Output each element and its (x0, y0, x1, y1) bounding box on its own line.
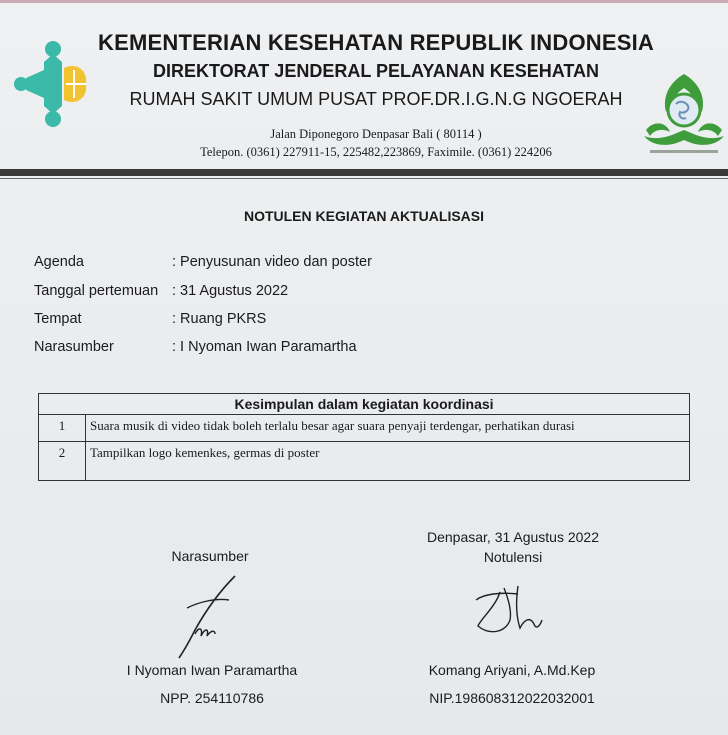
top-edge (0, 0, 728, 3)
info-label: Agenda (34, 254, 84, 270)
speaker-signature (165, 572, 245, 662)
kemenkes-logo (14, 40, 92, 128)
info-value: : 31 Agustus 2022 (172, 283, 289, 299)
table-row (39, 415, 690, 442)
directorate-heading: DIREKTORAT JENDERAL PELAYANAN KESEHATAN (152, 61, 600, 81)
row-number: 2 (39, 442, 86, 481)
row-text: Suara musik di video tidak boleh terlalu besar agar suara penyaji terdengar, perhatikan durasi (86, 415, 690, 442)
info-label: Narasumber (34, 339, 114, 355)
header-divider (0, 169, 728, 176)
info-label: Tanggal pertemuan (34, 283, 159, 299)
notetaker-id: NIP.198608312022032001 (429, 690, 595, 706)
document-title: NOTULEN KEGIATAN AKTUALISASI (243, 208, 485, 224)
speaker-name: I Nyoman Iwan Paramartha (126, 662, 298, 678)
row-text: Tampilkan logo kemenkes, germas di poster (86, 442, 690, 481)
notetaker-name: Komang Ariyani, A.Md.Kep (428, 662, 596, 678)
hospital-heading: RUMAH SAKIT UMUM PUSAT PROF.DR.I.G.N.G NGOERAH (129, 89, 623, 109)
ministry-heading: KEMENTERIAN KESEHATAN REPUBLIK INDONESIA (98, 30, 654, 55)
speaker-id: NPP. 254110786 (160, 690, 264, 706)
notetaker-role: Notulensi (483, 549, 543, 565)
conclusions-table (38, 393, 690, 481)
table-row (39, 442, 690, 481)
speaker-role: Narasumber (171, 548, 249, 564)
contact-line: Telepon. (0361) 227911-15, 225482,223869, Faximile. (0361) 224206 (200, 145, 552, 159)
place-date: Denpasar, 31 Agustus 2022 (426, 529, 600, 545)
info-label: Tempat (34, 311, 82, 327)
notetaker-signature (470, 580, 550, 640)
info-value: : Ruang PKRS (172, 311, 267, 327)
info-value: : I Nyoman Iwan Paramartha (172, 339, 357, 355)
conclusions-header: Kesimpulan dalam kegiatan koordinasi (39, 394, 690, 415)
address-line: Jalan Diponegoro Denpasar Bali ( 80114 ) (270, 127, 482, 141)
info-value: : Penyusunan video dan poster (172, 254, 372, 270)
header-divider-thin (0, 178, 728, 179)
row-number: 1 (39, 415, 86, 442)
